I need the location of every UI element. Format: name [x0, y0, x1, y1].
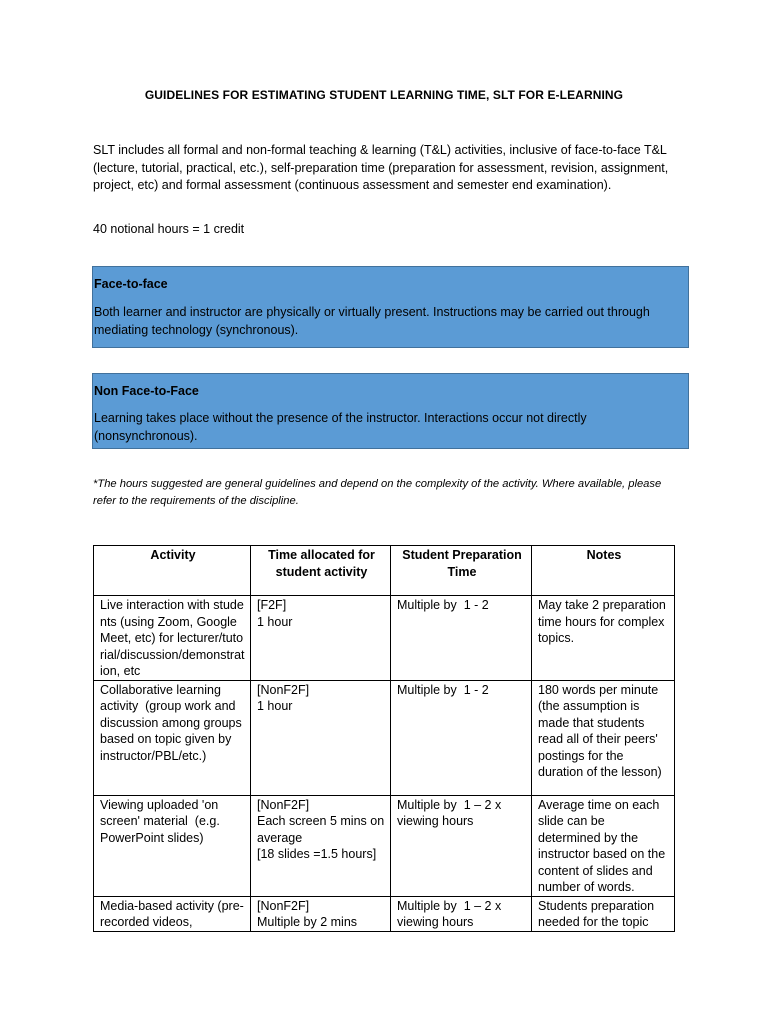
time-tag: [NonF2F] [257, 682, 310, 697]
time-cell [251, 680, 391, 795]
notes-cell: 180 words per minute (the assumption is made that students read all of their peers' postings for the duration of the lesson) [532, 680, 675, 795]
time-tag: [F2F] [257, 598, 287, 612]
table-row [94, 795, 675, 896]
table-row [94, 896, 675, 931]
non-face-to-face-text: Learning takes place without the presence of the instructor. Interactions occur not directly (nonsynchronous). [94, 411, 587, 443]
time-detail: 1 hour [257, 699, 293, 713]
time-detail: Each screen 5 mins on average [257, 814, 385, 845]
time-cell [251, 795, 391, 896]
header-preparation-time: Student Preparation Time [391, 546, 532, 596]
header-notes: Notes [532, 546, 675, 596]
time-detail: 1 hour [257, 614, 293, 629]
notes-cell: Average time on each slide can be determined by the instructor based on the content of slides and number of words. [532, 795, 675, 896]
face-to-face-title: Face-to-face [94, 277, 168, 291]
notes-cell: May take 2 preparation time hours for complex topics. [532, 596, 675, 681]
intro-paragraph: SLT includes all formal and non-formal teaching & learning (T&L) activities, inclusive of face-to-face T&L (lecture, tutorial, practical, etc.), self-preparation time (preparation for assessment, revision, assignment, project, etc) and formal assessment (continuous assessment and semester end examination). [93, 143, 669, 193]
activity-cell: Viewing uploaded 'on screen' material (e.g. PowerPoint slides) [94, 795, 251, 896]
time-cell [251, 896, 391, 931]
table-row [94, 680, 675, 795]
guideline-note: *The hours suggested are general guidelines and depend on the complexity of the activity. Where available, please refer to the requirements of the discipline. [93, 478, 662, 507]
time-detail: Multiple by 2 mins [257, 915, 358, 929]
page-title: GUIDELINES FOR ESTIMATING STUDENT LEARNING TIME, SLT FOR E-LEARNING [144, 88, 624, 102]
face-to-face-box [92, 266, 689, 348]
time-extra: [18 slides =1.5 hours] [257, 847, 377, 861]
non-face-to-face-title: Non Face-to-Face [94, 384, 199, 398]
activity-cell: Media-based activity (pre-recorded videos, [94, 896, 251, 931]
notes-cell: Students preparation needed for the topic [532, 896, 675, 931]
header-time-allocated: Time allocated for student activity [251, 546, 391, 596]
activity-cell: Live interaction with students (using Zoom, Google Meet, etc) for lecturer/tutorial/discussion/demonstration, etc [94, 596, 251, 681]
time-tag: [NonF2F] [257, 898, 310, 913]
prep-cell: Multiple by 1 - 2 [391, 596, 532, 681]
table-row [94, 596, 675, 681]
non-face-to-face-box [92, 373, 689, 449]
prep-cell: Multiple by 1 - 2 [391, 680, 532, 795]
prep-cell: Multiple by 1 – 2 x viewing hours [391, 795, 532, 896]
slt-table [93, 545, 675, 932]
credit-line: 40 notional hours = 1 credit [93, 222, 245, 236]
time-cell [251, 596, 391, 681]
prep-cell: Multiple by 1 – 2 x viewing hours [391, 896, 532, 931]
header-activity: Activity [94, 546, 251, 596]
face-to-face-text: Both learner and instructor are physically or virtually present. Instructions may be carried out through mediating technology (synchronous). [94, 305, 650, 337]
table-header-row [94, 546, 675, 596]
activity-cell: Collaborative learning activity (group work and discussion among groups based on topic given by instructor/PBL/etc.) [94, 680, 251, 795]
time-tag: [NonF2F] [257, 797, 310, 812]
